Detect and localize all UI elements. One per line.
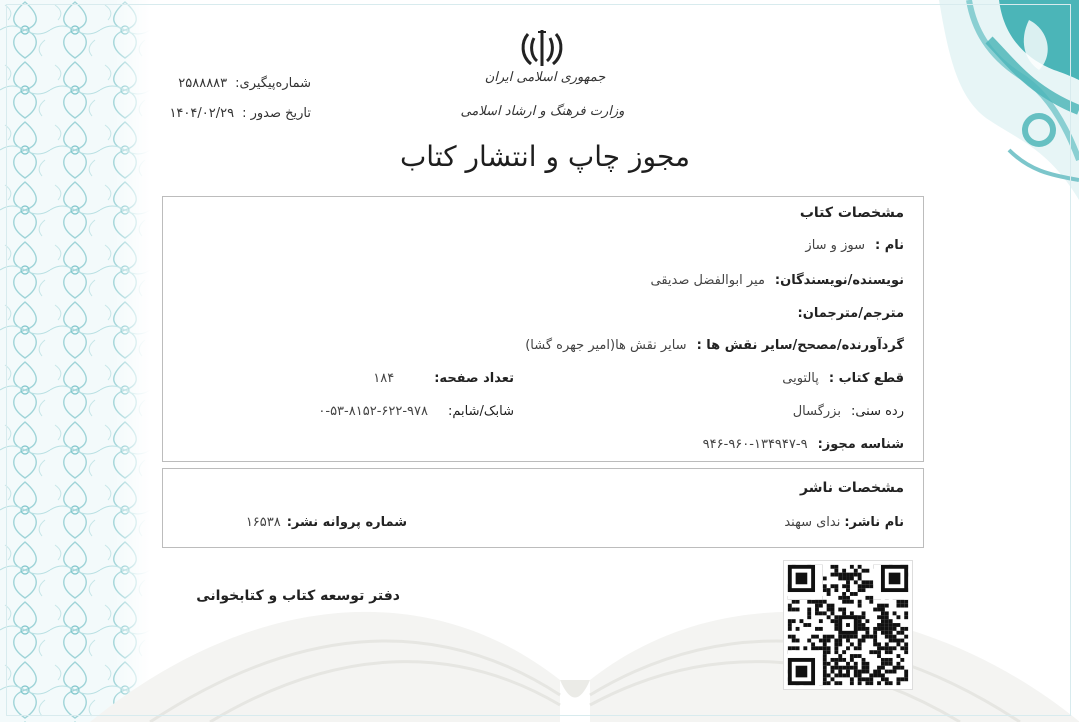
publisher-section-title: مشخصات ناشر [800,480,904,496]
tracking-number [178,76,311,91]
publisher-license-label: شماره پروانه نشر: [286,515,407,530]
publisher-name-label: نام ناشر: [844,515,904,530]
pages-row [373,371,514,386]
publisher-license-value: ۱۶۵۳۸ [245,515,281,530]
permit-value: ۹-۱۳۴۹۴۷-۹۶۰-۹۴۶ [702,437,808,452]
age-value: بزرگسال [792,404,841,419]
tracking-value: ۲۵۸۸۸۸۳ [178,76,228,91]
book-name-row [805,238,904,253]
book-section-title: مشخصات کتاب [799,205,904,221]
format-row [782,371,904,386]
book-name-label: نام : [874,238,904,253]
book-details-box [162,196,924,462]
issue-date-label: تاریخ صدور : [242,106,311,121]
format-label: قطع کتاب : [828,371,904,386]
pages-label: تعداد صفحه: [434,371,514,386]
authors-label: نویسنده/نویسندگان: [774,273,904,288]
page-title: مجوز چاپ و انتشار کتاب [399,140,691,173]
qr-code-icon[interactable] [783,560,913,690]
isbn-label: شابک/شابم: [448,404,514,419]
permit-row [703,437,904,452]
age-row [793,404,904,419]
format-value: پالتویی [782,371,819,386]
gov-name: جمهوری اسلامی ایران [484,70,606,85]
iran-emblem-icon [519,28,565,70]
roles-label: گردآورنده/مصحح/سایر نقش ها : [696,338,904,353]
age-label: رده سنی: [850,404,904,419]
permit-label: شناسه مجوز: [817,437,904,452]
publisher-name-value: ندای سهند [784,515,841,530]
roles-value: سایر نقش ها(امیر جهره گشا) [525,338,687,353]
publisher-license-row [246,515,407,530]
tracking-label: شماره‌پیگیری: [235,76,311,91]
isbn-row [318,404,514,419]
translators-row [788,306,904,321]
book-name-value: سوز و ساز [805,238,865,253]
roles-row [525,338,904,353]
issuing-office: دفتر توسعه کتاب و کتابخوانی [196,588,400,604]
authors-row [650,273,904,288]
issue-date-value: ۱۴۰۴/۰۲/۲۹ [169,106,235,121]
translators-label: مترجم/مترجمان: [797,306,904,321]
publisher-name-row [784,515,904,530]
authors-value: میر ابوالفضل صدیقی [650,273,765,288]
isbn-value: ۹۷۸-۶۲۲-۸۱۵۲-۵۳-۰ [318,404,428,419]
issue-date [169,106,311,121]
pages-value: ۱۸۴ [373,371,395,386]
ministry-name: وزارت فرهنگ و ارشاد اسلامی [460,104,625,119]
